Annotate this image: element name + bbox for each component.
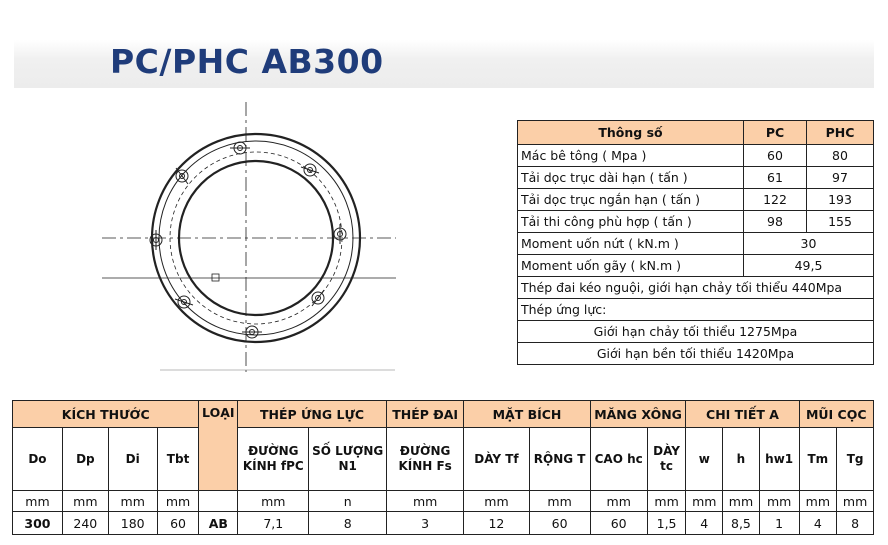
value-cell: AB [199,512,238,535]
group-kich-thuoc: KÍCH THƯỚC [13,401,199,428]
unit-cell: mm [62,491,108,512]
unit-cell: mm [13,491,63,512]
value-cell: 4 [799,512,837,535]
pile-cross-section-drawing [100,100,400,375]
unit-cell: mm [723,491,760,512]
header-w: w [686,428,723,491]
value-cell: 8 [309,512,386,535]
unit-cell: mm [238,491,309,512]
unit-cell: mm [464,491,529,512]
header-tg: Tg [837,428,874,491]
unit-cell: mm [108,491,157,512]
unit-cell: mm [386,491,463,512]
spec-phc-value: 97 [807,167,874,189]
spec-merged-value: 49,5 [744,255,874,277]
table-row [518,299,874,321]
header-di: Di [108,428,157,491]
value-cell: 8 [837,512,874,535]
specs-header-pc: PC [744,121,807,145]
table-row [518,189,874,211]
group-chi-tiet-a: CHI TIẾT A [686,401,799,428]
spec-phc-value: 80 [807,145,874,167]
spec-label: Moment uốn nứt ( kN.m ) [518,233,744,255]
group-mat-bich: MẶT BÍCH [464,401,590,428]
table-row [518,277,874,299]
header-n1: SỐ LƯỢNG N1 [309,428,386,491]
spec-pc-value: 122 [744,189,807,211]
units-row [13,491,874,512]
group-thep-ung-luc: THÉP ỨNG LỰC [238,401,387,428]
header-tf: DÀY Tf [464,428,529,491]
unit-cell: mm [157,491,199,512]
specs-header-param: Thông số [518,121,744,145]
value-cell: 240 [62,512,108,535]
table-row [518,211,874,233]
value-cell: 180 [108,512,157,535]
value-cell: 60 [157,512,199,535]
specs-table [517,120,874,365]
value-cell: 8,5 [723,512,760,535]
header-do: Do [13,428,63,491]
header-dp: Dp [62,428,108,491]
table-row [518,233,874,255]
spec-phc-value: 155 [807,211,874,233]
table-row [518,145,874,167]
value-cell: 1 [759,512,799,535]
header-tc: DÀY tc [647,428,686,491]
unit-cell: mm [759,491,799,512]
spec-label: Tải dọc trục ngắn hạn ( tấn ) [518,189,744,211]
table-row [518,167,874,189]
spec-label: Mác bê tông ( Mpa ) [518,145,744,167]
spec-steel-hoop: Thép đai kéo nguội, giới hạn chảy tối thiểu 440Mpa [518,277,874,299]
spec-tensile-min: Giới hạn bền tối thiểu 1420Mpa [518,343,874,365]
group-loai: LOẠI [199,401,238,491]
header-t: RỘNG T [529,428,590,491]
group-mui-coc: MŨI CỌC [799,401,873,428]
spec-phc-value: 193 [807,189,874,211]
unit-cell: n [309,491,386,512]
unit-cell: mm [686,491,723,512]
header-h: h [723,428,760,491]
dimensions-table [12,400,874,535]
header-tbt: Tbt [157,428,199,491]
spec-label: Moment uốn gãy ( kN.m ) [518,255,744,277]
value-cell: 12 [464,512,529,535]
spec-pc-value: 98 [744,211,807,233]
header-fpc: ĐƯỜNG KÍNH fPC [238,428,309,491]
spec-pc-value: 61 [744,167,807,189]
unit-cell: mm [529,491,590,512]
table-row [518,321,874,343]
value-cell: 4 [686,512,723,535]
header-tm: Tm [799,428,837,491]
page-title: PC/PHC AB300 [110,42,384,81]
header-hc: CAO hc [590,428,647,491]
unit-cell: mm [799,491,837,512]
table-row [518,255,874,277]
spec-label: Tải thi công phù hợp ( tấn ) [518,211,744,233]
value-cell: 7,1 [238,512,309,535]
group-thep-dai: THÉP ĐAI [386,401,463,428]
spec-label: Tải dọc trục dài hạn ( tấn ) [518,167,744,189]
header-hw1: hw1 [759,428,799,491]
unit-cell: mm [590,491,647,512]
value-cell: 1,5 [647,512,686,535]
table-row [518,343,874,365]
value-cell: 60 [529,512,590,535]
spec-steel-tension: Thép ứng lực: [518,299,874,321]
value-cell: 3 [386,512,463,535]
spec-merged-value: 30 [744,233,874,255]
value-cell: 60 [590,512,647,535]
value-cell: 300 [13,512,63,535]
unit-cell: mm [837,491,874,512]
spec-yield-min: Giới hạn chảy tối thiểu 1275Mpa [518,321,874,343]
spec-pc-value: 60 [744,145,807,167]
specs-header-phc: PHC [807,121,874,145]
header-fs: ĐƯỜNG KÍNH Fs [386,428,463,491]
unit-cell: mm [647,491,686,512]
group-mang-xong: MĂNG XÔNG [590,401,686,428]
unit-cell [199,491,238,512]
values-row [13,512,874,535]
